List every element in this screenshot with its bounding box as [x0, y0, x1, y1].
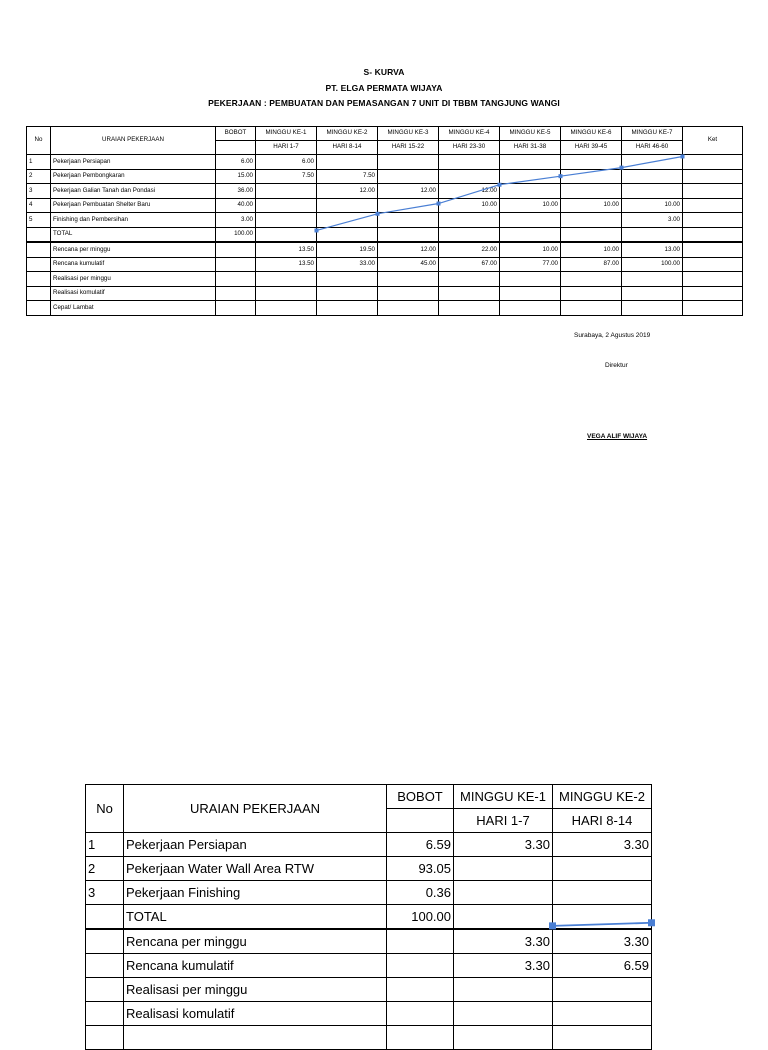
row-week-value [378, 213, 439, 228]
summary-week-value [439, 286, 500, 301]
row-no: 3 [27, 184, 51, 199]
summary-row [86, 1002, 652, 1026]
summary-week-value: 13.00 [622, 242, 683, 257]
row-week-value [378, 169, 439, 184]
summary-row [27, 301, 743, 316]
row-week-value [500, 155, 561, 170]
summary-bobot [387, 929, 454, 954]
total-label: TOTAL [51, 227, 216, 242]
summary-week-value [256, 272, 317, 287]
header-days: HARI 46-60 [622, 141, 683, 155]
summary-week-value: 77.00 [500, 257, 561, 272]
row-no: 2 [27, 169, 51, 184]
summary-week-value: 87.00 [561, 257, 622, 272]
row-week-value: 3.00 [622, 213, 683, 228]
summary-week-value [317, 286, 378, 301]
header-days: HARI 39-45 [561, 141, 622, 155]
summary-week-value: 22.00 [439, 242, 500, 257]
summary-row [86, 1026, 652, 1050]
header-bobot-empty [216, 141, 256, 155]
summary-week-value [500, 286, 561, 301]
summary-bobot [216, 242, 256, 257]
summary-week-value [256, 286, 317, 301]
table-row [27, 184, 743, 199]
row-week-value [454, 857, 553, 881]
summary-ket [683, 301, 743, 316]
total-bobot: 100.00 [216, 227, 256, 242]
header-week: MINGGU KE-7 [622, 127, 683, 141]
row-week-value: 10.00 [439, 198, 500, 213]
summary-week-value [378, 286, 439, 301]
table-row [27, 213, 743, 228]
header-week: MINGGU KE-6 [561, 127, 622, 141]
summary-week-value [454, 1026, 553, 1050]
total-bobot: 100.00 [387, 905, 454, 930]
project-title: PEKERJAAN : PEMBUATAN DAN PEMASANGAN 7 UNIT DI TBBM TANGJUNG WANGI [208, 98, 560, 108]
header-week: MINGGU KE-4 [439, 127, 500, 141]
summary-no [86, 1002, 124, 1026]
header-no: No [86, 785, 124, 833]
summary-week-value [553, 978, 652, 1002]
row-week-value: 3.30 [553, 833, 652, 857]
summary-row [86, 954, 652, 978]
table-row [27, 198, 743, 213]
summary-week-value [500, 301, 561, 316]
row-bobot: 3.00 [216, 213, 256, 228]
row-week-value [454, 881, 553, 905]
summary-label: Realisasi per minggu [51, 272, 216, 287]
row-no: 4 [27, 198, 51, 213]
header-days: HARI 31-38 [500, 141, 561, 155]
row-week-value: 7.50 [317, 169, 378, 184]
summary-week-value [561, 272, 622, 287]
summary-week-value: 33.00 [317, 257, 378, 272]
row-week-value: 3.30 [454, 833, 553, 857]
row-name: Pekerjaan Galian Tanah dan Pondasi [51, 184, 216, 199]
row-week-value: 6.00 [256, 155, 317, 170]
summary-week-value [256, 301, 317, 316]
header-days: HARI 1-7 [256, 141, 317, 155]
row-week-value: 10.00 [500, 198, 561, 213]
row-week-value [561, 184, 622, 199]
summary-ket [683, 272, 743, 287]
summary-week-value [378, 301, 439, 316]
row-name: Pekerjaan Persiapan [124, 833, 387, 857]
header-uraian: URAIAN PEKERJAAN [124, 785, 387, 833]
row-week-value [439, 213, 500, 228]
summary-label: Realisasi komulatif [51, 286, 216, 301]
summary-bobot [216, 301, 256, 316]
summary-week-value [317, 301, 378, 316]
header-uraian: URAIAN PEKERJAAN [51, 127, 216, 155]
summary-week-value [553, 1026, 652, 1050]
row-name: Pekerjaan Pembongkaran [51, 169, 216, 184]
document-title: S- KURVA [363, 67, 405, 77]
summary-week-value: 3.30 [454, 954, 553, 978]
summary-bobot [387, 978, 454, 1002]
summary-week-value [553, 1002, 652, 1026]
summary-week-value: 13.50 [256, 242, 317, 257]
summary-week-value [561, 301, 622, 316]
row-week-value [561, 155, 622, 170]
row-week-value [378, 155, 439, 170]
summary-week-value: 10.00 [561, 242, 622, 257]
summary-label [124, 1026, 387, 1050]
summary-no [27, 272, 51, 287]
row-ket [683, 184, 743, 199]
table-row [27, 155, 743, 170]
summary-label: Rencana per minggu [51, 242, 216, 257]
summary-bobot [387, 1026, 454, 1050]
header-days: HARI 23-30 [439, 141, 500, 155]
row-no: 3 [86, 881, 124, 905]
row-bobot: 0.36 [387, 881, 454, 905]
summary-no [86, 929, 124, 954]
total-label: TOTAL [124, 905, 387, 930]
row-week-value [317, 155, 378, 170]
summary-week-value: 3.30 [454, 929, 553, 954]
row-week-value: 7.50 [256, 169, 317, 184]
summary-no [86, 1026, 124, 1050]
row-bobot: 6.00 [216, 155, 256, 170]
summary-row [86, 978, 652, 1002]
row-week-value [256, 213, 317, 228]
summary-bobot [387, 1002, 454, 1026]
header-days: HARI 1-7 [454, 809, 553, 833]
summary-bobot [216, 286, 256, 301]
summary-week-value [622, 272, 683, 287]
row-bobot: 93.05 [387, 857, 454, 881]
row-week-value: 12.00 [317, 184, 378, 199]
summary-week-value [317, 272, 378, 287]
signature-name: VEGA ALIF WIJAYA [587, 433, 648, 440]
summary-week-value: 13.50 [256, 257, 317, 272]
row-week-value: 12.00 [378, 184, 439, 199]
row-no: 5 [27, 213, 51, 228]
row-week-value [439, 155, 500, 170]
summary-label: Cepat/ Lambat [51, 301, 216, 316]
header-days: HARI 15-22 [378, 141, 439, 155]
summary-week-value: 3.30 [553, 929, 652, 954]
row-week-value: 10.00 [622, 198, 683, 213]
header-bobot: BOBOT [387, 785, 454, 809]
row-ket [683, 169, 743, 184]
summary-week-value: 45.00 [378, 257, 439, 272]
summary-week-value [454, 978, 553, 1002]
row-week-value [439, 169, 500, 184]
table-row [86, 833, 652, 857]
summary-ket [683, 286, 743, 301]
row-week-value: 10.00 [561, 198, 622, 213]
header-no: No [27, 127, 51, 155]
summary-week-value [500, 272, 561, 287]
row-no: 2 [86, 857, 124, 881]
summary-week-value: 12.00 [378, 242, 439, 257]
summary-label: Rencana kumulatif [124, 954, 387, 978]
summary-week-value: 100.00 [622, 257, 683, 272]
header-week: MINGGU KE-5 [500, 127, 561, 141]
row-no: 1 [86, 833, 124, 857]
summary-no [86, 954, 124, 978]
row-week-value [553, 881, 652, 905]
summary-week-value [454, 1002, 553, 1026]
summary-week-value: 67.00 [439, 257, 500, 272]
s-curve-table-2 [85, 784, 652, 1050]
row-week-value [561, 169, 622, 184]
header-ket: Ket [683, 127, 743, 155]
table-row [27, 169, 743, 184]
row-week-value [500, 169, 561, 184]
table-row [86, 857, 652, 881]
row-week-value [561, 213, 622, 228]
row-week-value [256, 198, 317, 213]
header-bobot: BOBOT [216, 127, 256, 141]
row-name: Pekerjaan Persiapan [51, 155, 216, 170]
row-week-value [622, 155, 683, 170]
summary-no [27, 286, 51, 301]
header-week: MINGGU KE-1 [454, 785, 553, 809]
row-name: Finishing dan Pembersihan [51, 213, 216, 228]
summary-bobot [387, 954, 454, 978]
company-name: PT. ELGA PERMATA WIJAYA [325, 83, 443, 93]
summary-row [86, 929, 652, 954]
summary-week-value [439, 301, 500, 316]
summary-week-value [561, 286, 622, 301]
summary-ket [683, 257, 743, 272]
header-days: HARI 8-14 [317, 141, 378, 155]
row-ket [683, 155, 743, 170]
row-bobot: 6.59 [387, 833, 454, 857]
row-ket [683, 213, 743, 228]
row-week-value [256, 184, 317, 199]
header-week: MINGGU KE-2 [553, 785, 652, 809]
row-week-value [317, 213, 378, 228]
row-name: Pekerjaan Pembuatan Shelter Baru [51, 198, 216, 213]
header-week: MINGGU KE-2 [317, 127, 378, 141]
row-bobot: 40.00 [216, 198, 256, 213]
summary-row [27, 272, 743, 287]
row-bobot: 36.00 [216, 184, 256, 199]
row-week-value [378, 198, 439, 213]
row-week-value [500, 213, 561, 228]
summary-no [27, 301, 51, 316]
row-week-value [622, 184, 683, 199]
row-no: 1 [27, 155, 51, 170]
table-row [86, 881, 652, 905]
row-week-value [553, 857, 652, 881]
summary-label: Rencana per minggu [124, 929, 387, 954]
summary-no [27, 257, 51, 272]
s-curve-table [26, 126, 743, 316]
summary-week-value [622, 301, 683, 316]
row-week-value [622, 169, 683, 184]
summary-label: Realisasi per minggu [124, 978, 387, 1002]
row-name: Pekerjaan Water Wall Area RTW [124, 857, 387, 881]
summary-row [27, 257, 743, 272]
summary-no [86, 978, 124, 1002]
summary-no [27, 242, 51, 257]
summary-bobot [216, 257, 256, 272]
summary-label: Rencana kumulatif [51, 257, 216, 272]
summary-week-value: 6.59 [553, 954, 652, 978]
signature-place-date: Surabaya, 2 Agustus 2019 [574, 332, 651, 339]
summary-bobot [216, 272, 256, 287]
summary-ket [683, 242, 743, 257]
header-week: MINGGU KE-1 [256, 127, 317, 141]
signature-role: Direktur [605, 362, 628, 369]
summary-week-value [622, 286, 683, 301]
row-ket [683, 198, 743, 213]
summary-label: Realisasi komulatif [124, 1002, 387, 1026]
row-bobot: 15.00 [216, 169, 256, 184]
summary-row [27, 286, 743, 301]
summary-row [27, 242, 743, 257]
row-name: Pekerjaan Finishing [124, 881, 387, 905]
summary-week-value [439, 272, 500, 287]
row-week-value [317, 198, 378, 213]
row-week-value [500, 184, 561, 199]
summary-week-value: 10.00 [500, 242, 561, 257]
summary-week-value [378, 272, 439, 287]
row-week-value: 12.00 [439, 184, 500, 199]
header-days: HARI 8-14 [553, 809, 652, 833]
header-week: MINGGU KE-3 [378, 127, 439, 141]
summary-week-value: 19.50 [317, 242, 378, 257]
